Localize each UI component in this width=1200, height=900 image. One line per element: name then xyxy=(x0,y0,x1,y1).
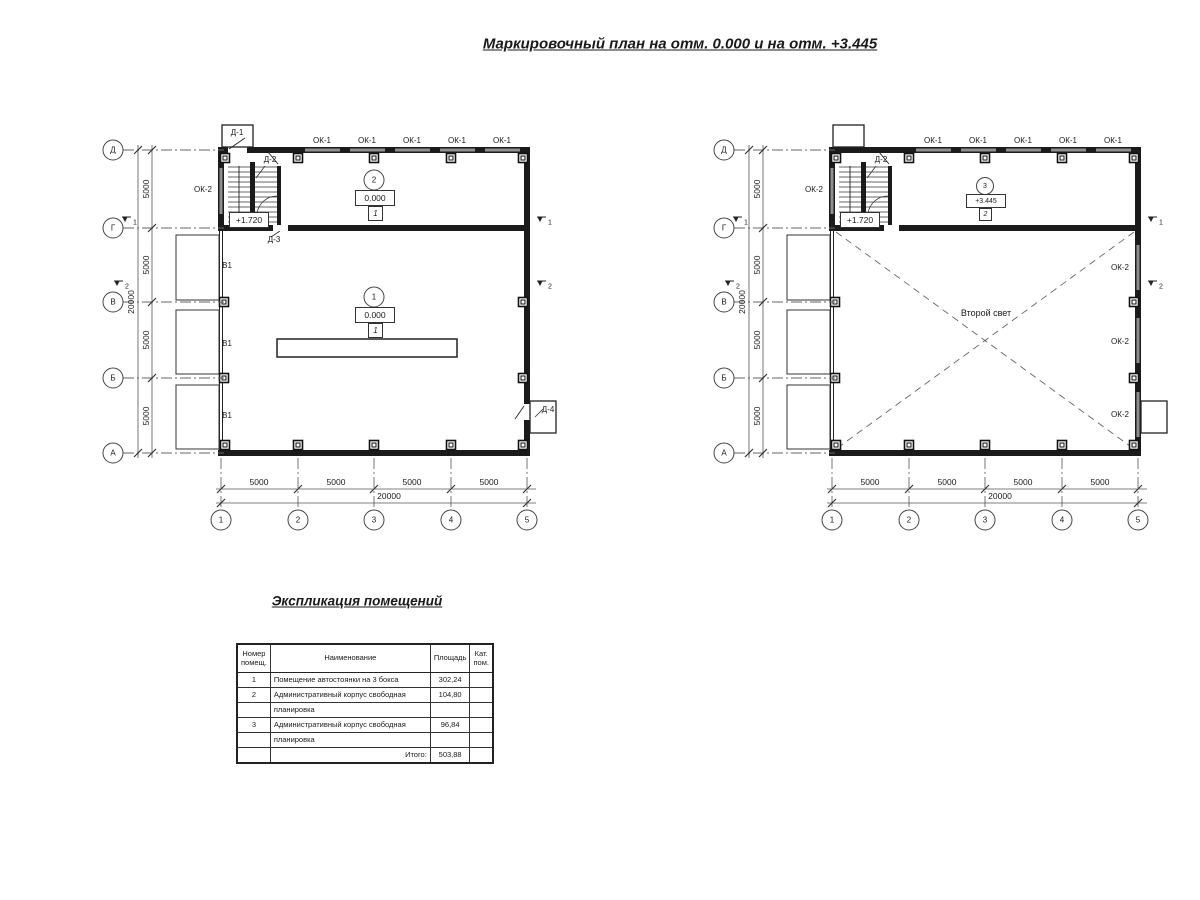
axis-bubble: В xyxy=(714,292,735,313)
cell-name: Административный корпус свободная xyxy=(270,718,430,733)
axis-bubble: Д xyxy=(103,140,124,161)
dim-label: 5000 xyxy=(249,476,269,487)
axis-bubble: Д xyxy=(714,140,735,161)
section-mark: 2 xyxy=(1159,283,1163,291)
axis-bubble: Б xyxy=(714,368,735,389)
cell-cat xyxy=(470,718,493,733)
total-value: 503,88 xyxy=(430,748,470,764)
gate-label: В1 xyxy=(222,261,232,270)
dim-label: 5000 xyxy=(140,179,151,199)
cell-name: Административный корпус свободная xyxy=(270,688,430,703)
axis-bubble: 4 xyxy=(1052,510,1073,531)
room-category-box: 1 xyxy=(368,206,383,221)
dim-label: 20000 xyxy=(125,290,136,314)
right-plan-aprons xyxy=(787,235,830,449)
window-label: ОК-1 xyxy=(1014,136,1032,145)
section-mark: 2 xyxy=(736,283,740,291)
axis-bubble: А xyxy=(714,443,735,464)
dim-label: 5000 xyxy=(479,476,499,487)
table-row xyxy=(237,703,493,718)
room-elevation-box: 0.000 xyxy=(355,190,395,206)
cell-area: 96,84 xyxy=(430,718,470,733)
table-row xyxy=(237,733,493,748)
cell-area xyxy=(430,703,470,718)
room-category-box: 2 xyxy=(979,208,992,221)
right-plan-void-diagonals xyxy=(836,232,1134,449)
axis-bubble: 5 xyxy=(1128,510,1149,531)
stair-elevation-box: +1.720 xyxy=(840,212,880,228)
cell-area xyxy=(430,733,470,748)
dim-label: 5000 xyxy=(402,476,422,487)
cell-name: Помещение автостоянки на 3 бокса xyxy=(270,673,430,688)
dim-label: 5000 xyxy=(751,330,762,350)
col-header-cat: Кат. пом. xyxy=(470,644,493,673)
cell-cat xyxy=(470,703,493,718)
window-label: ОК-1 xyxy=(313,136,331,145)
window-label: ОК-1 xyxy=(1059,136,1077,145)
room-number-bubble: 1 xyxy=(364,287,385,308)
axis-bubble: 3 xyxy=(975,510,996,531)
window-label: ОК-1 xyxy=(969,136,987,145)
void-label: Второй свет xyxy=(958,308,1014,318)
axis-bubble: 5 xyxy=(517,510,538,531)
gate-label: В1 xyxy=(222,339,232,348)
dim-label: 5000 xyxy=(326,476,346,487)
dim-label: 5000 xyxy=(860,476,880,487)
door-label: Д-2 xyxy=(874,155,888,164)
table-row xyxy=(237,673,493,688)
cell-name: планировка xyxy=(270,703,430,718)
window-label: ОК-1 xyxy=(448,136,466,145)
dim-label: 5000 xyxy=(751,255,762,275)
sheet-title: Маркировочный план на отм. 0.000 и на отм. +3.445 xyxy=(482,35,878,53)
dim-label: 5000 xyxy=(140,255,151,275)
section-mark: 1 xyxy=(548,219,552,227)
total-label: Итого: xyxy=(270,748,430,764)
dim-label: 5000 xyxy=(1013,476,1033,487)
left-plan-pit xyxy=(277,339,457,357)
stair-elevation-box: +1.720 xyxy=(229,212,269,228)
cell-cat xyxy=(470,748,493,764)
cell-cat xyxy=(470,688,493,703)
left-plan-porches xyxy=(222,125,556,433)
dim-label: 5000 xyxy=(140,330,151,350)
axis-bubble: 2 xyxy=(899,510,920,531)
axis-bubble: Б xyxy=(103,368,124,389)
door-label: Д-2 xyxy=(263,155,277,164)
room-number-bubble: 2 xyxy=(364,170,385,191)
window-label: ОК-1 xyxy=(1104,136,1122,145)
gate-label: В1 xyxy=(222,411,232,420)
axis-bubble: Г xyxy=(103,218,124,239)
window-label: ОК-1 xyxy=(403,136,421,145)
dim-label: 5000 xyxy=(937,476,957,487)
window-label: ОК-1 xyxy=(358,136,376,145)
schedule-title: Экспликация помещений xyxy=(271,593,443,609)
section-mark: 1 xyxy=(744,219,748,227)
cell-num xyxy=(237,748,270,764)
dim-label: 5000 xyxy=(751,179,762,199)
cell-cat xyxy=(470,733,493,748)
cell-cat xyxy=(470,673,493,688)
section-mark: 2 xyxy=(125,283,129,291)
window-label: ОК-1 xyxy=(493,136,511,145)
left-plan-leaders xyxy=(256,166,543,417)
door-label: Д-3 xyxy=(267,235,281,244)
room-elevation-box: +3.445 xyxy=(966,194,1006,208)
section-mark: 1 xyxy=(1159,219,1163,227)
axis-bubble: 1 xyxy=(822,510,843,531)
table-total-row xyxy=(237,748,493,764)
col-header-name: Наименование xyxy=(270,644,430,673)
axis-bubble: А xyxy=(103,443,124,464)
door-label: Д-1 xyxy=(230,128,244,137)
schedule-header-row xyxy=(237,644,493,673)
col-header-area: Площадь xyxy=(430,644,470,673)
door-label: Д-4 xyxy=(541,405,555,414)
dim-label: 5000 xyxy=(140,406,151,426)
window-label: ОК-2 xyxy=(805,185,823,194)
cell-num: 3 xyxy=(237,718,270,733)
cell-num: 1 xyxy=(237,673,270,688)
cell-area: 302,24 xyxy=(430,673,470,688)
right-plan-thin-wall xyxy=(831,231,834,450)
axis-bubble: В xyxy=(103,292,124,313)
window-label: ОК-2 xyxy=(194,185,212,194)
window-label: ОК-2 xyxy=(1111,263,1129,272)
axis-bubble: 1 xyxy=(211,510,232,531)
col-header-num: Номер помещ. xyxy=(237,644,270,673)
table-row xyxy=(237,688,493,703)
axis-bubble: 3 xyxy=(364,510,385,531)
window-label: ОК-2 xyxy=(1111,410,1129,419)
axis-bubble: 2 xyxy=(288,510,309,531)
room-schedule-table xyxy=(236,643,494,764)
left-plan-aprons xyxy=(176,235,219,449)
dim-label: 5000 xyxy=(751,406,762,426)
right-plan-porches xyxy=(833,125,1167,433)
axis-bubble: Г xyxy=(714,218,735,239)
cell-area: 104,80 xyxy=(430,688,470,703)
dim-label: 20000 xyxy=(988,490,1012,501)
table-row xyxy=(237,718,493,733)
window-label: ОК-2 xyxy=(1111,337,1129,346)
room-number-bubble: 3 xyxy=(976,177,994,195)
cell-name: планировка xyxy=(270,733,430,748)
dim-label: 20000 xyxy=(736,290,747,314)
dim-label: 20000 xyxy=(377,490,401,501)
window-label: ОК-1 xyxy=(924,136,942,145)
cell-num: 2 xyxy=(237,688,270,703)
room-category-box: 1 xyxy=(368,323,383,338)
cell-num xyxy=(237,733,270,748)
section-mark: 2 xyxy=(548,283,552,291)
axis-bubble: 4 xyxy=(441,510,462,531)
section-mark: 1 xyxy=(133,219,137,227)
dim-label: 5000 xyxy=(1090,476,1110,487)
cell-num xyxy=(237,703,270,718)
room-elevation-box: 0.000 xyxy=(355,307,395,323)
